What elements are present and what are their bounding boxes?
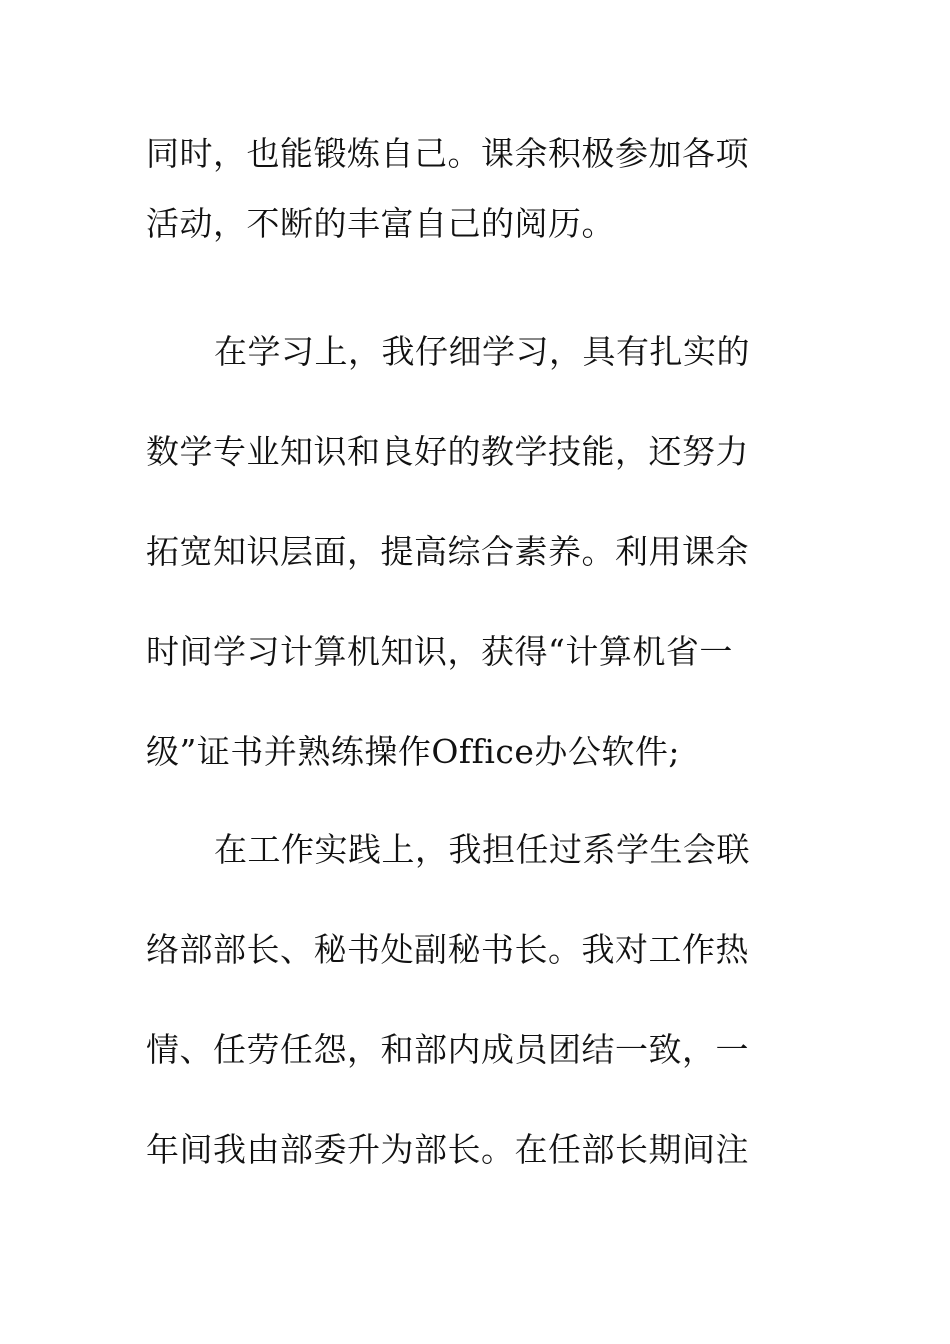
text-line: 时间学习计算机知识，获得“计算机省一 [146, 632, 733, 671]
text-line: 拓宽知识层面，提高综合素养。利用课余 [146, 532, 749, 571]
text-line: 级”证书并熟练操作Office办公软件; [146, 732, 681, 771]
text-line: 数学专业知识和良好的教学技能，还努力 [146, 432, 749, 471]
text-line: 活动，不断的丰富自己的阅历。 [146, 204, 615, 243]
text-line: 情、任劳任怨，和部内成员团结一致，一 [146, 1030, 749, 1069]
text-line: 年间我由部委升为部长。在任部长期间注 [146, 1130, 749, 1169]
text-line: 同时，也能锻炼自己。课余积极参加各项 [146, 134, 749, 173]
paragraph-first-line: 在学习上，我仔细学习，具有扎实的 [214, 332, 750, 371]
text-line: 络部部长、秘书处副秘书长。我对工作热 [146, 930, 749, 969]
paragraph-first-line: 在工作实践上，我担任过系学生会联 [214, 830, 750, 869]
